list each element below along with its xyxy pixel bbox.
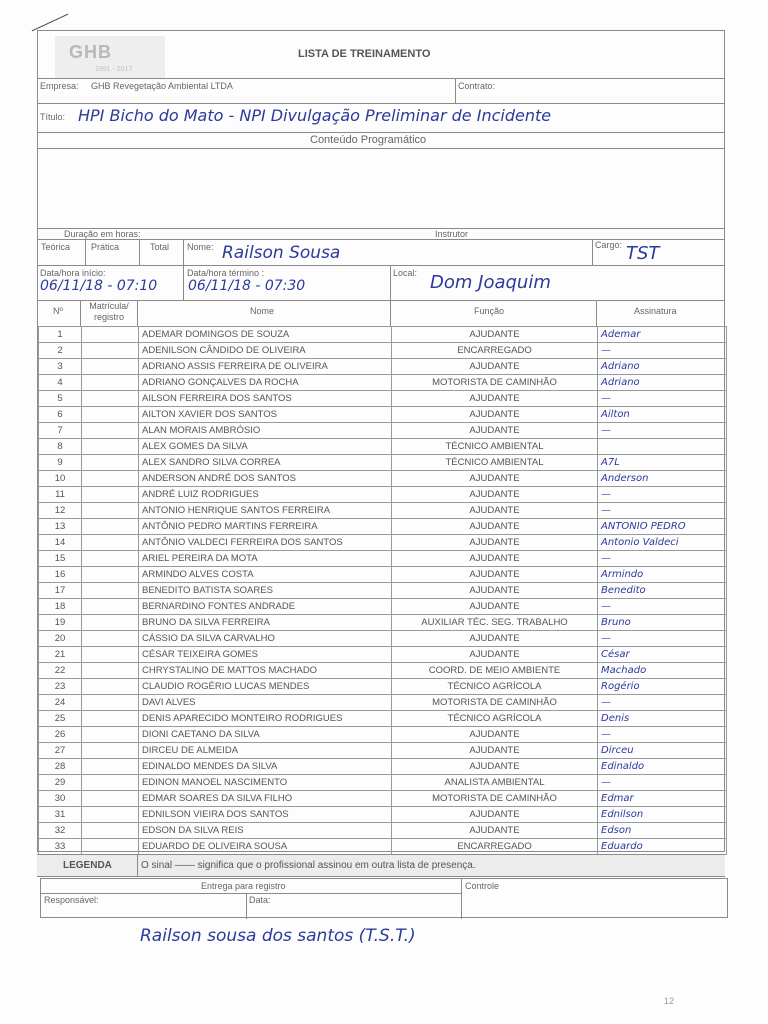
table-row: [39, 759, 727, 775]
table-row: [39, 839, 727, 855]
row-matricula: [82, 503, 139, 519]
table-row: [39, 487, 727, 503]
row-signature: —: [598, 775, 727, 791]
table-row: [39, 423, 727, 439]
row-number: 32: [39, 823, 82, 839]
row-number: 11: [39, 487, 82, 503]
row-name: EDINON MANOEL NASCIMENTO: [139, 775, 392, 791]
termino-label: Data/hora término :: [187, 268, 265, 278]
row-matricula: [82, 775, 139, 791]
table-row: [39, 455, 727, 471]
row-signature: Adriano: [598, 359, 727, 375]
row-signature: Dirceu: [598, 743, 727, 759]
titulo-value: HPI Bicho do Mato - NPI Divulgação Preliminar de Incidente: [78, 106, 552, 125]
row-matricula: [82, 759, 139, 775]
row-matricula: [82, 711, 139, 727]
row-matricula: [82, 807, 139, 823]
row-signature: Edson: [598, 823, 727, 839]
row-number: 27: [39, 743, 82, 759]
row-function: AUXILIAR TÉC. SEG. TRABALHO: [392, 615, 598, 631]
row-matricula: [82, 567, 139, 583]
attendance-table: [38, 326, 727, 855]
row-signature: César: [598, 647, 727, 663]
row-name: ANTÔNIO PEDRO MARTINS FERREIRA: [139, 519, 392, 535]
row-signature: Rogério: [598, 679, 727, 695]
row-number: 24: [39, 695, 82, 711]
row-signature: Denis: [598, 711, 727, 727]
row-number: 30: [39, 791, 82, 807]
table-row: [39, 599, 727, 615]
col-header-numero: Nº: [53, 306, 63, 316]
row-matricula: [82, 583, 139, 599]
table-row: [39, 727, 727, 743]
row-number: 23: [39, 679, 82, 695]
table-row: [39, 743, 727, 759]
row-number: 8: [39, 439, 82, 455]
titulo-label: Título:: [40, 112, 66, 122]
row-matricula: [82, 727, 139, 743]
row-name: EDUARDO DE OLIVEIRA SOUSA: [139, 839, 392, 855]
row-name: ANTÔNIO VALDECI FERREIRA DOS SANTOS: [139, 535, 392, 551]
data-label: Data:: [249, 895, 271, 905]
table-row: [39, 343, 727, 359]
row-matricula: [82, 791, 139, 807]
page-mark: 12: [664, 996, 675, 1006]
row-number: 3: [39, 359, 82, 375]
table-row: [39, 631, 727, 647]
empresa-label: Empresa:: [40, 81, 79, 91]
row-function: AJUDANTE: [392, 727, 598, 743]
row-name: ARIEL PEREIRA DA MOTA: [139, 551, 392, 567]
row-signature: Adriano: [598, 375, 727, 391]
responsavel-label: Responsável:: [44, 895, 99, 905]
pen-mark: [32, 14, 69, 32]
table-row: [39, 679, 727, 695]
legend-row: [37, 855, 725, 877]
row-name: ANDERSON ANDRÉ DOS SANTOS: [139, 471, 392, 487]
teorica-label: Teórica: [41, 242, 71, 252]
row-number: 6: [39, 407, 82, 423]
row-function: ENCARREGADO: [392, 343, 598, 359]
local-label: Local:: [393, 268, 418, 278]
row-name: BRUNO DA SILVA FERREIRA: [139, 615, 392, 631]
row-function: ANALISTA AMBIENTAL: [392, 775, 598, 791]
row-signature: [598, 439, 727, 455]
row-name: ADRIANO ASSIS FERREIRA DE OLIVEIRA: [139, 359, 392, 375]
row-name: ALEX GOMES DA SILVA: [139, 439, 392, 455]
row-function: AJUDANTE: [392, 535, 598, 551]
handwritten-note: Railson sousa dos santos (T.S.T.): [140, 926, 416, 946]
row-name: ADEMAR DOMINGOS DE SOUZA: [139, 327, 392, 343]
logo-subtext: 1991 - 2017: [95, 66, 133, 73]
row-signature: ANTONIO PEDRO: [598, 519, 727, 535]
row-matricula: [82, 343, 139, 359]
table-row: [39, 535, 727, 551]
row-number: 25: [39, 711, 82, 727]
duracao-label: Duração em horas:: [64, 229, 141, 239]
table-row: [39, 519, 727, 535]
legend-text: O sinal —— significa que o profissional assinou em outra lista de presença.: [141, 860, 476, 871]
row-matricula: [82, 519, 139, 535]
table-row: [39, 823, 727, 839]
pratica-label: Prática: [91, 242, 120, 252]
row-function: TÉCNICO AGRÍCOLA: [392, 711, 598, 727]
row-name: EDMAR SOARES DA SILVA FILHO: [139, 791, 392, 807]
conteudo-label: Conteúdo Programático: [310, 134, 427, 146]
row-function: AJUDANTE: [392, 567, 598, 583]
instrutor-nome-value: Railson Sousa: [222, 243, 341, 263]
table-row: [39, 503, 727, 519]
logo-text: GHB: [69, 42, 112, 62]
row-number: 31: [39, 807, 82, 823]
row-matricula: [82, 471, 139, 487]
row-matricula: [82, 391, 139, 407]
row-function: ENCARREGADO: [392, 839, 598, 855]
table-row: [39, 807, 727, 823]
row-name: DENIS APARECIDO MONTEIRO RODRIGUES: [139, 711, 392, 727]
row-matricula: [82, 695, 139, 711]
row-function: AJUDANTE: [392, 487, 598, 503]
row-name: EDINALDO MENDES DA SILVA: [139, 759, 392, 775]
row-number: 18: [39, 599, 82, 615]
row-name: DAVI ALVES: [139, 695, 392, 711]
row-number: 33: [39, 839, 82, 855]
row-signature: —: [598, 599, 727, 615]
controle-label: Controle: [465, 881, 500, 891]
row-matricula: [82, 839, 139, 855]
row-function: AJUDANTE: [392, 391, 598, 407]
row-signature: Ednilson: [598, 807, 727, 823]
table-row: [39, 695, 727, 711]
table-row: [39, 471, 727, 487]
row-function: COORD. DE MEIO AMBIENTE: [392, 663, 598, 679]
row-function: AJUDANTE: [392, 503, 598, 519]
nome-label: Nome:: [187, 242, 214, 252]
row-name: DIONI CAETANO DA SILVA: [139, 727, 392, 743]
row-signature: Antonio Valdeci: [598, 535, 727, 551]
col-header-nome: Nome: [250, 306, 275, 316]
row-function: TÉCNICO AMBIENTAL: [392, 455, 598, 471]
row-number: 7: [39, 423, 82, 439]
row-name: EDSON DA SILVA REIS: [139, 823, 392, 839]
row-function: AJUDANTE: [392, 599, 598, 615]
row-number: 15: [39, 551, 82, 567]
row-function: AJUDANTE: [392, 359, 598, 375]
row-name: AILTON XAVIER DOS SANTOS: [139, 407, 392, 423]
instrutor-label: Instrutor: [435, 229, 469, 239]
row-number: 22: [39, 663, 82, 679]
row-function: AJUDANTE: [392, 807, 598, 823]
row-name: ADENILSON CÂNDIDO DE OLIVEIRA: [139, 343, 392, 359]
row-name: AILSON FERREIRA DOS SANTOS: [139, 391, 392, 407]
row-number: 1: [39, 327, 82, 343]
row-number: 4: [39, 375, 82, 391]
row-function: AJUDANTE: [392, 519, 598, 535]
table-row: [39, 567, 727, 583]
empresa-value: GHB Revegetação Ambiental LTDA: [91, 81, 233, 91]
local-value: Dom Joaquim: [430, 272, 551, 293]
row-signature: —: [598, 727, 727, 743]
row-matricula: [82, 615, 139, 631]
termino-value: 06/11/18 - 07:30: [188, 278, 306, 294]
row-matricula: [82, 423, 139, 439]
row-matricula: [82, 375, 139, 391]
row-function: TÉCNICO AMBIENTAL: [392, 439, 598, 455]
row-number: 5: [39, 391, 82, 407]
row-signature: —: [598, 391, 727, 407]
row-signature: A7L: [598, 455, 727, 471]
row-signature: —: [598, 343, 727, 359]
table-row: [39, 439, 727, 455]
row-signature: Edinaldo: [598, 759, 727, 775]
row-signature: —: [598, 695, 727, 711]
row-matricula: [82, 679, 139, 695]
registration-footer: [40, 878, 728, 918]
table-row: [39, 327, 727, 343]
row-number: 17: [39, 583, 82, 599]
row-matricula: [82, 823, 139, 839]
row-number: 2: [39, 343, 82, 359]
col-header-assinatura: Assinatura: [634, 306, 677, 316]
row-matricula: [82, 743, 139, 759]
row-matricula: [82, 407, 139, 423]
row-signature: —: [598, 487, 727, 503]
row-signature: —: [598, 551, 727, 567]
table-row: [39, 551, 727, 567]
row-name: BENEDITO BATISTA SOARES: [139, 583, 392, 599]
row-function: TÉCNICO AGRÍCOLA: [392, 679, 598, 695]
row-number: 13: [39, 519, 82, 535]
inicio-value: 06/11/18 - 07:10: [40, 278, 158, 294]
row-number: 26: [39, 727, 82, 743]
cargo-label: Cargo:: [595, 240, 623, 250]
table-row: [39, 647, 727, 663]
row-matricula: [82, 647, 139, 663]
table-row: [39, 407, 727, 423]
row-signature: —: [598, 631, 727, 647]
row-function: MOTORISTA DE CAMINHÃO: [392, 695, 598, 711]
table-row: [39, 391, 727, 407]
table-row: [39, 663, 727, 679]
row-number: 29: [39, 775, 82, 791]
row-number: 10: [39, 471, 82, 487]
inicio-label: Data/hora início:: [40, 268, 106, 278]
row-function: AJUDANTE: [392, 327, 598, 343]
contrato-label: Contrato:: [458, 81, 496, 91]
row-signature: Eduardo: [598, 839, 727, 855]
row-number: 16: [39, 567, 82, 583]
row-name: ALAN MORAIS AMBRÓSIO: [139, 423, 392, 439]
row-name: ADRIANO GONÇALVES DA ROCHA: [139, 375, 392, 391]
row-function: AJUDANTE: [392, 471, 598, 487]
row-signature: Benedito: [598, 583, 727, 599]
table-row: [39, 791, 727, 807]
row-signature: Armindo: [598, 567, 727, 583]
row-function: AJUDANTE: [392, 743, 598, 759]
row-signature: Ademar: [598, 327, 727, 343]
cargo-value: TST: [626, 243, 660, 264]
row-signature: Machado: [598, 663, 727, 679]
row-name: DIRCEU DE ALMEIDA: [139, 743, 392, 759]
table-row: [39, 359, 727, 375]
row-matricula: [82, 327, 139, 343]
row-function: MOTORISTA DE CAMINHÃO: [392, 791, 598, 807]
table-row: [39, 711, 727, 727]
row-matricula: [82, 359, 139, 375]
row-number: 14: [39, 535, 82, 551]
row-name: BERNARDINO FONTES ANDRADE: [139, 599, 392, 615]
row-matricula: [82, 551, 139, 567]
attendance-rows: [39, 327, 727, 855]
row-function: AJUDANTE: [392, 583, 598, 599]
table-row: [39, 615, 727, 631]
row-function: AJUDANTE: [392, 647, 598, 663]
row-matricula: [82, 487, 139, 503]
page-title: LISTA DE TREINAMENTO: [298, 48, 431, 60]
row-number: 28: [39, 759, 82, 775]
col-header-funcao: Função: [474, 306, 505, 316]
row-number: 20: [39, 631, 82, 647]
row-name: ANTONIO HENRIQUE SANTOS FERREIRA: [139, 503, 392, 519]
row-name: CLAUDIO ROGÉRIO LUCAS MENDES: [139, 679, 392, 695]
row-number: 12: [39, 503, 82, 519]
total-label: Total: [150, 242, 170, 252]
table-row: [39, 775, 727, 791]
row-function: AJUDANTE: [392, 631, 598, 647]
entrega-label: Entrega para registro: [201, 881, 286, 891]
legend-label: LEGENDA: [63, 860, 112, 871]
row-matricula: [82, 439, 139, 455]
row-matricula: [82, 631, 139, 647]
row-matricula: [82, 599, 139, 615]
row-function: AJUDANTE: [392, 423, 598, 439]
row-signature: Bruno: [598, 615, 727, 631]
row-name: ALEX SANDRO SILVA CORREA: [139, 455, 392, 471]
row-name: ANDRÉ LUIZ RODRIGUES: [139, 487, 392, 503]
row-matricula: [82, 455, 139, 471]
row-function: AJUDANTE: [392, 551, 598, 567]
row-name: ARMINDO ALVES COSTA: [139, 567, 392, 583]
row-function: MOTORISTA DE CAMINHÃO: [392, 375, 598, 391]
row-signature: —: [598, 503, 727, 519]
row-signature: Ailton: [598, 407, 727, 423]
row-number: 19: [39, 615, 82, 631]
row-name: CÁSSIO DA SILVA CARVALHO: [139, 631, 392, 647]
row-matricula: [82, 535, 139, 551]
row-function: AJUDANTE: [392, 407, 598, 423]
row-matricula: [82, 663, 139, 679]
row-number: 21: [39, 647, 82, 663]
row-signature: Edmar: [598, 791, 727, 807]
row-function: AJUDANTE: [392, 823, 598, 839]
table-row: [39, 583, 727, 599]
row-name: EDNILSON VIEIRA DOS SANTOS: [139, 807, 392, 823]
row-signature: —: [598, 423, 727, 439]
row-signature: Anderson: [598, 471, 727, 487]
row-name: CHRYSTALINO DE MATTOS MACHADO: [139, 663, 392, 679]
table-row: [39, 375, 727, 391]
row-number: 9: [39, 455, 82, 471]
col-header-matricula: Matrícula/ registro: [89, 301, 129, 322]
row-name: CÉSAR TEIXEIRA GOMES: [139, 647, 392, 663]
row-function: AJUDANTE: [392, 759, 598, 775]
